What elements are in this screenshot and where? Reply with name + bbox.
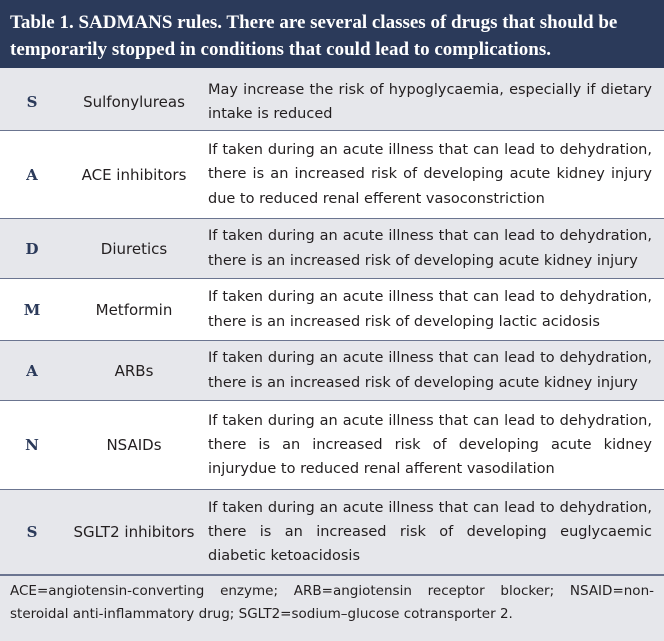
row-drug: Diuretics bbox=[100, 239, 168, 258]
row-letter: A bbox=[26, 165, 38, 184]
row-description: If taken during an acute illness that can lead to dehydration, there is an increased risk of developing acute kidney injury due to reduced renal efferent vasoconstriction bbox=[208, 142, 652, 207]
table-row bbox=[0, 279, 664, 341]
row-drug: Sulfonylureas bbox=[83, 93, 185, 111]
row-drug: ACE inhibitors bbox=[81, 165, 187, 184]
table-row bbox=[0, 219, 664, 279]
row-description: If taken during an acute illness that can lead to dehydration, there is an increased risk of developing acute kidney injury bbox=[208, 350, 652, 391]
row-description: If taken during an acute illness that can lead to dehydration, there is an increased risk of developing acute kidney injurydue to reduced renal afferent vasodilation bbox=[208, 412, 652, 478]
row-letter: S bbox=[26, 523, 38, 541]
row-letter: N bbox=[25, 436, 39, 454]
table-row bbox=[0, 74, 664, 131]
row-letter: S bbox=[26, 93, 38, 111]
table-row bbox=[0, 341, 664, 401]
row-drug: SGLT2 inhibitors bbox=[73, 523, 195, 541]
row-letter: D bbox=[25, 239, 39, 258]
table-title: Table 1. SADMANS rules. There are several classes of drugs that should be temporarily stopped in conditions that could lead to complications. bbox=[10, 12, 618, 60]
footnote-divider bbox=[0, 574, 664, 576]
table-footnote: ACE=angiotensin-converting enzyme; ARB=angiotensin receptor blocker; NSAID=non-steroidal anti-inflammatory drug; SGLT2=sodium–glucose cotransporter 2. bbox=[10, 583, 654, 622]
table-title-bar bbox=[0, 0, 664, 68]
row-drug: Metformin bbox=[95, 300, 173, 319]
row-letter: A bbox=[26, 361, 38, 380]
table-row bbox=[0, 490, 664, 574]
row-drug: NSAIDs bbox=[106, 436, 162, 454]
row-description: If taken during an acute illness that can lead to dehydration, there is an increased risk of developing acute kidney injury bbox=[208, 228, 652, 269]
table-row bbox=[0, 131, 664, 219]
row-letter: M bbox=[23, 300, 41, 319]
row-drug: ARBs bbox=[114, 361, 154, 380]
row-description: If taken during an acute illness that can lead to dehydration, there is an increased risk of developing euglycaemic diabetic ketoacidosis bbox=[208, 499, 652, 565]
row-description: If taken during an acute illness that can lead to dehydration, there is an increased risk of developing lactic acidosis bbox=[208, 289, 652, 330]
table-row bbox=[0, 401, 664, 490]
row-description: May increase the risk of hypoglycaemia, especially if dietary intake is reduced bbox=[208, 81, 652, 122]
